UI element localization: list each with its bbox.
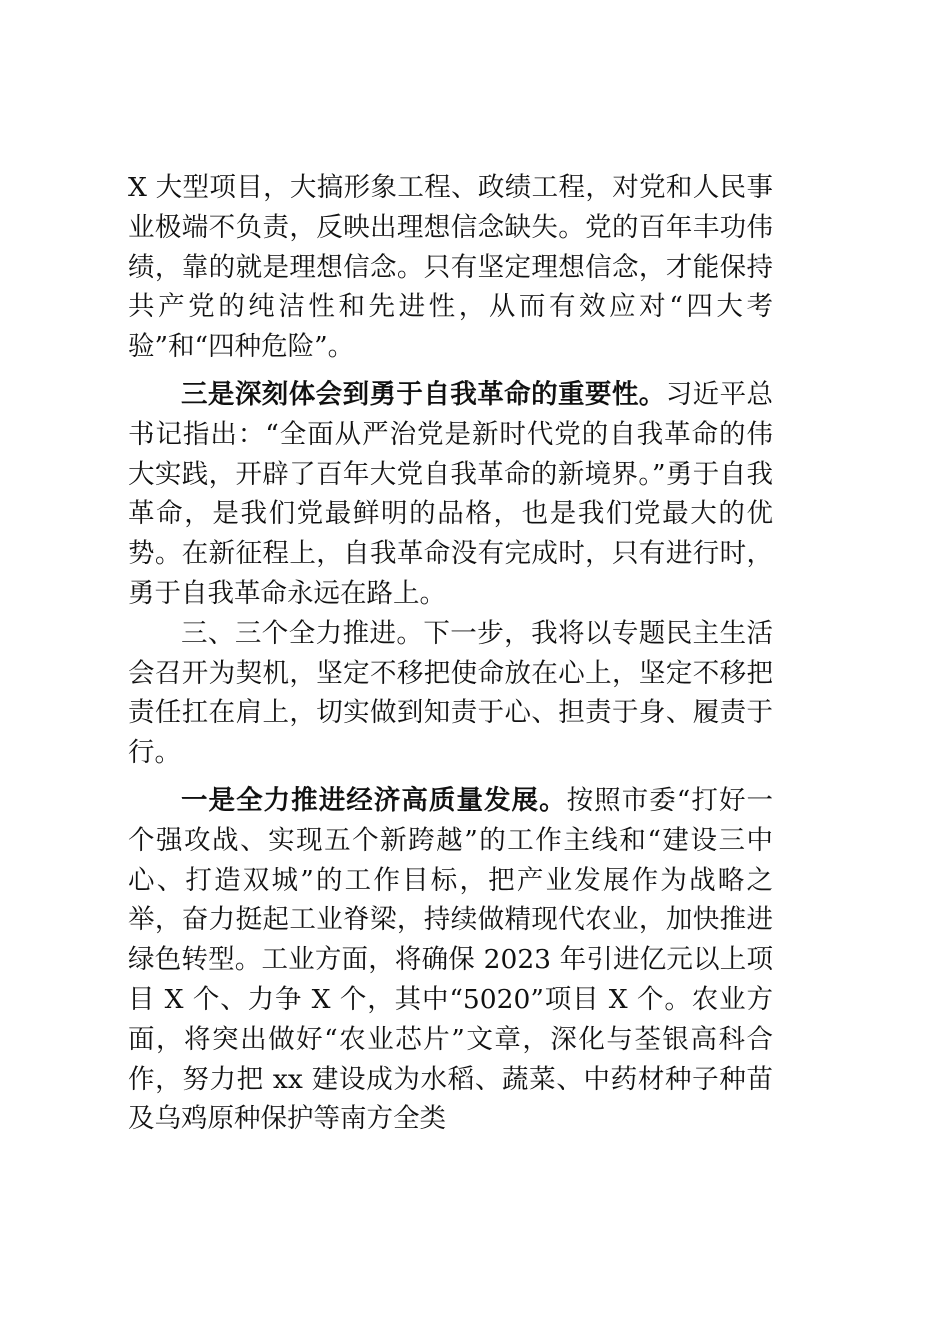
paragraph-2 [128, 375, 773, 614]
document-page [128, 168, 773, 1139]
paragraph-4-heading: 一是全力推进经济高质量发展。 [181, 784, 567, 816]
paragraph-1 [128, 168, 773, 367]
paragraph-4 [128, 781, 773, 1139]
paragraph-2-text: 习近平总书记指出：“全面从严治党是新时代党的自我革命的伟大实践，开辟了百年大党自我革命的新境界。”勇于自我革命，是我们党最鲜明的品格，也是我们党最大的优势。在新征程上，自我革命没有完成时，只有进行时，勇于自我革命永远在路上。 [128, 378, 774, 609]
paragraph-1-text: X 大型项目，大搞形象工程、政绩工程，对党和人民事业极端不负责，反映出理想信念缺失。党的百年丰功伟绩，靠的就是理想信念。只有坚定理想信念，才能保持共产党的纯洁性和先进性，从而有效应对“四大考验”和“四种危险”。 [128, 172, 773, 363]
paragraph-4-text: 按照市委“打好一个强攻战、实现五个新跨越”的工作主线和“建设三中心、打造双城”的工作目标，把产业发展作为战略之举，奋力挺起工业脊梁，持续做精现代农业，加快推进绿色转型。工业方面，将确保 2023 年引进亿元以上项目 X 个、力争 X 个，其中“5020”项目 X 个。农业方面，将突出做好“农业芯片”文章，深化与荃银高科合作，努力把 xx 建设成为水稻、蔬菜、中药材种子种苗及乌鸡原种保护等南方全类 [128, 784, 773, 1135]
paragraph-3 [128, 614, 773, 773]
paragraph-3-text: 三、三个全力推进。下一步，我将以专题民主生活会召开为契机，坚定不移把使命放在心上，坚定不移把责任扛在肩上，切实做到知责于心、担责于身、履责于行。 [128, 617, 773, 769]
paragraph-2-heading: 三是深刻体会到勇于自我革命的重要性。 [181, 378, 666, 410]
